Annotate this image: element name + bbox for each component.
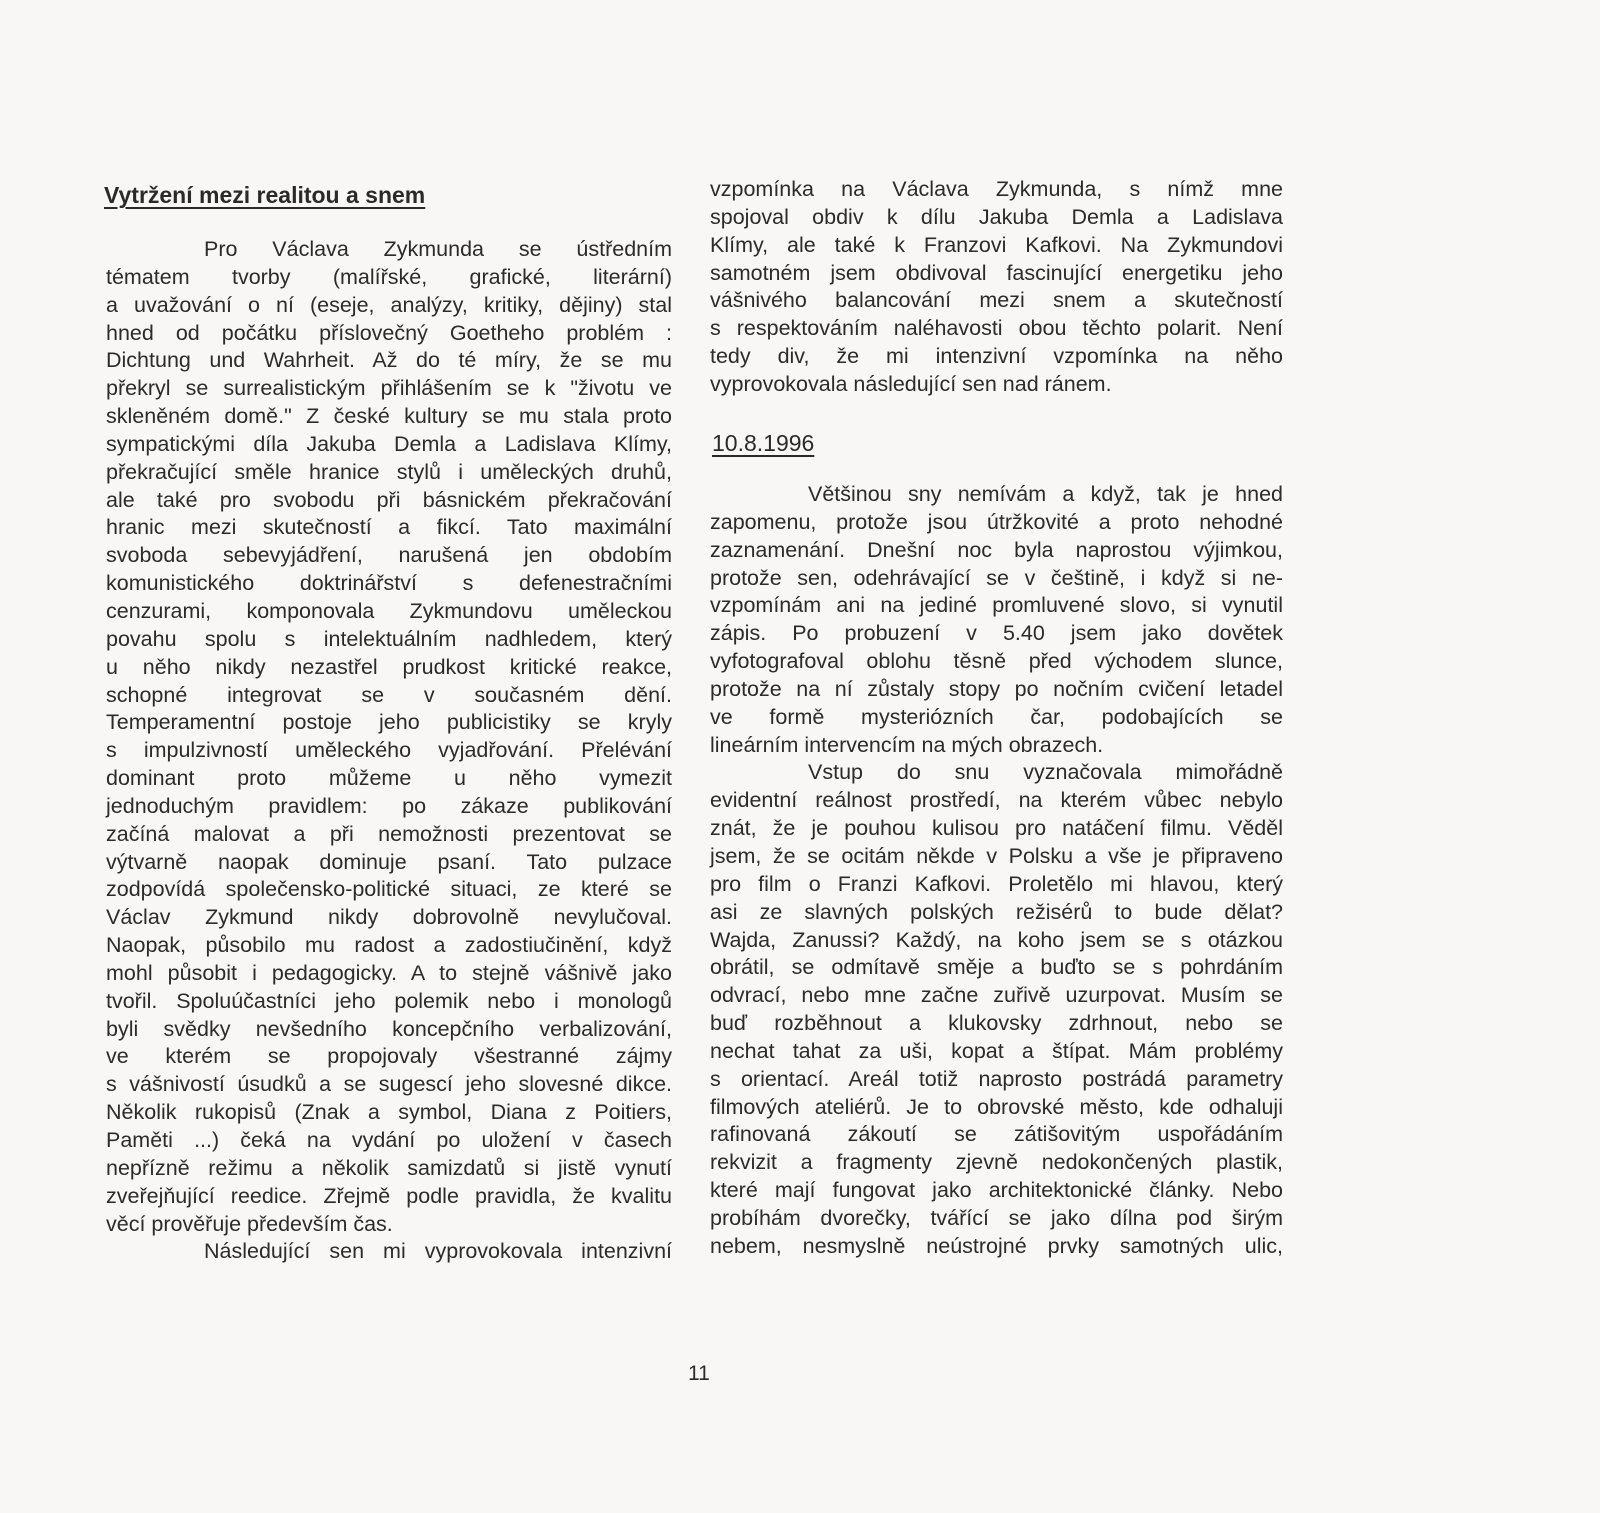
text-line: vzpomínka na Václava Zykmunda, s nímž mne	[710, 177, 1283, 201]
text-line: protože sen, odehrávající se v češtině, i když si ne-	[710, 565, 1283, 590]
text-line: s vášnivostí úsudků a se sugescí jeho slovesné dikce.	[106, 1072, 672, 1097]
text-line: Většinou sny nemívám a když, tak je hned	[808, 482, 1283, 506]
text-line: vyprovokovala následující sen nad ránem.	[710, 371, 1112, 396]
text-line: buď rozběhnout a klukovsky zdrhnout, nebo se	[710, 1011, 1283, 1036]
text-line: odvrací, nebo mne začne zuřivě uzurpovat. Musím se	[710, 983, 1283, 1008]
section-heading: Vytržení mezi realitou a snem	[104, 182, 426, 208]
text-line: ve formě mysteriózních čar, podobajících se	[710, 704, 1283, 729]
text-line: asi ze slavných polských režisérů to bude dělat?	[710, 899, 1283, 924]
left-column-text	[106, 236, 672, 1266]
text-line: znát, že je pouhou kulisou pro natáčení filmu. Věděl	[710, 816, 1283, 841]
text-line: tedy div, že mi intenzivní vzpomínka na něho	[710, 344, 1283, 369]
text-line: Paměti ...) čeká na vydání po uložení v časech	[106, 1128, 672, 1152]
text-line: vášnivého balancování mezi snem a skutečností	[710, 288, 1283, 313]
text-line: jsem, že se ocitám někde v Polsku a vše je připraveno	[710, 843, 1283, 868]
text-line: zápis. Po probuzení v 5.40 jsem jako dovětek	[710, 621, 1283, 646]
text-line: protože na ní zůstaly stopy po nočním cvičení letadel	[710, 676, 1283, 701]
text-line: schopné integrovat se v současném dění.	[106, 682, 672, 707]
text-line: lineárním intervencím na mých obrazech.	[710, 732, 1104, 757]
text-line: nechat tahat za uši, kopat a štípat. Mám problémy	[710, 1038, 1283, 1063]
text-line: Několik rukopisů (Znak a symbol, Diana z Poitiers,	[106, 1100, 672, 1125]
text-line: svoboda sebevyjádření, narušená jen obdobím	[106, 543, 672, 568]
text-line: s orientací. Areál totiž naprosto postrádá parametry	[710, 1066, 1283, 1091]
text-line: Václav Zykmund nikdy dobrovolně nevylučoval.	[106, 905, 672, 930]
text-line: nepřízně režimu a několik samizdatů si jistě vynutí	[106, 1155, 672, 1180]
text-line: zveřejňující reedice. Zřejmě podle pravidla, že kvalitu	[106, 1183, 672, 1208]
text-line: u něho nikdy nezastřel prudkost kritické reakce,	[106, 654, 672, 679]
text-line: věcí prověřuje především čas.	[106, 1211, 393, 1236]
text-line: obrátil, se odmítavě směje a buďto se s pohrdáním	[710, 955, 1283, 980]
text-line: ale také pro svobodu při básnickém překračování	[106, 487, 672, 512]
text-line: Vstup do snu vyznačovala mimořádně	[808, 760, 1283, 785]
text-line: evidentní reálnost prostředí, na kterém vůbec nebylo	[710, 788, 1283, 813]
text-line: překryl se surrealistickým přihlášením se k "životu ve	[106, 376, 672, 401]
text-line: a uvažování o ní (eseje, analýzy, kritiky, dějiny) stal	[106, 292, 672, 317]
text-line: hranic mezi skutečností a fikcí. Tato maximální	[106, 515, 672, 540]
text-line: spojoval obdiv k dílu Jakuba Demla a Ladislava	[710, 204, 1283, 229]
text-line: zaznamenání. Dnešní noc byla naprostou výjimkou,	[710, 537, 1283, 562]
date-heading: 10.8.1996	[712, 430, 815, 456]
text-line: Dichtung und Wahrheit. Až do té míry, že se mu	[106, 348, 672, 373]
text-line: jednoduchým pravidlem: po zákaze publikování	[106, 793, 672, 818]
text-line: nebem, nesmyslně neústrojné prvky samotných ulic,	[710, 1233, 1283, 1258]
text-line: dominant proto můžeme u něho vymezit	[106, 766, 672, 791]
text-line: zapomenu, protože jsou útržkovité a proto nehodné	[710, 509, 1283, 534]
text-line: výtvarně naopak dominuje psaní. Tato pulzace	[106, 849, 672, 874]
text-line: sympatickými díla Jakuba Demla a Ladislava Klímy,	[106, 431, 672, 456]
text-line: mohl působit i pedagogicky. A to stejně vášnivě jako	[106, 960, 672, 985]
text-line: filmových ateliérů. Je to obrovské město, kde odhaluji	[710, 1094, 1283, 1119]
text-line: začíná malovat a při nemožnosti prezentovat se	[106, 821, 672, 846]
text-line: s respektováním naléhavosti obou těchto polarit. Není	[710, 316, 1283, 341]
text-line: vzpomínám ani na jediné promluvené slovo, si vynutil	[710, 593, 1283, 618]
text-line: samotném jsem obdivoval fascinující energetiku jeho	[710, 260, 1283, 285]
text-line: hned od počátku příslovečný Goetheho problém :	[106, 320, 672, 345]
text-line: zodpovídá společensko-politické situaci, ze které se	[106, 877, 672, 902]
text-line: skleněném domě." Z české kultury se mu stala proto	[106, 404, 672, 429]
text-line: Pro Václava Zykmunda se ústředním	[204, 237, 672, 261]
text-line: Klímy, ale také k Franzovi Kafkovi. Na Zykmundovi	[710, 232, 1283, 257]
text-line: cenzurami, komponovala Zykmundovu uměleckou	[106, 598, 672, 623]
text-line: ve kterém se propojovaly všestranné zájmy	[106, 1044, 672, 1069]
text-line: rekvizit a fragmenty zjevně nedokončených plastik,	[710, 1150, 1283, 1175]
text-line: komunistického doktrinářství s defenestračními	[106, 571, 672, 596]
text-line: povahu spolu s intelektuálním nadhledem, který	[106, 626, 672, 651]
text-line: tvořil. Spoluúčastníci jeho polemik nebo i monologů	[106, 988, 672, 1013]
page-number: 11	[688, 1362, 710, 1385]
text-line: byli svědky nevšedního koncepčního verbalizování,	[106, 1016, 672, 1041]
text-line: vyfotografoval oblohu těsně před východem slunce,	[710, 649, 1283, 674]
text-line: rafinovaná zákoutí se zátišovitým uspořádáním	[710, 1122, 1283, 1147]
text-line: Temperamentní postoje jeho publicistiky se kryly	[106, 710, 672, 735]
text-line: probíhám dvorečky, tvářící se jako dílna pod širým	[710, 1205, 1283, 1230]
text-line: pro film o Franzi Kafkovi. Proletělo mi hlavou, který	[710, 871, 1283, 896]
text-line: které mají fungovat jako architektonické články. Nebo	[710, 1178, 1283, 1203]
text-line: Následující sen mi vyprovokovala intenzivní	[204, 1239, 672, 1264]
right-column-text-top	[710, 176, 1283, 399]
right-column-text-bottom	[710, 481, 1283, 1261]
text-line: Wajda, Zanussi? Každý, na koho jsem se s otázkou	[710, 927, 1283, 952]
text-line: překračující směle hranice stylů i uměleckých druhů,	[106, 459, 672, 484]
text-line: tématem tvorby (malířské, grafické, literární)	[106, 264, 672, 289]
text-line: Naopak, působilo mu radost a zadostiučinění, když	[106, 933, 672, 958]
text-line: s impulzivností uměleckého vyjadřování. Přelévání	[106, 738, 672, 763]
